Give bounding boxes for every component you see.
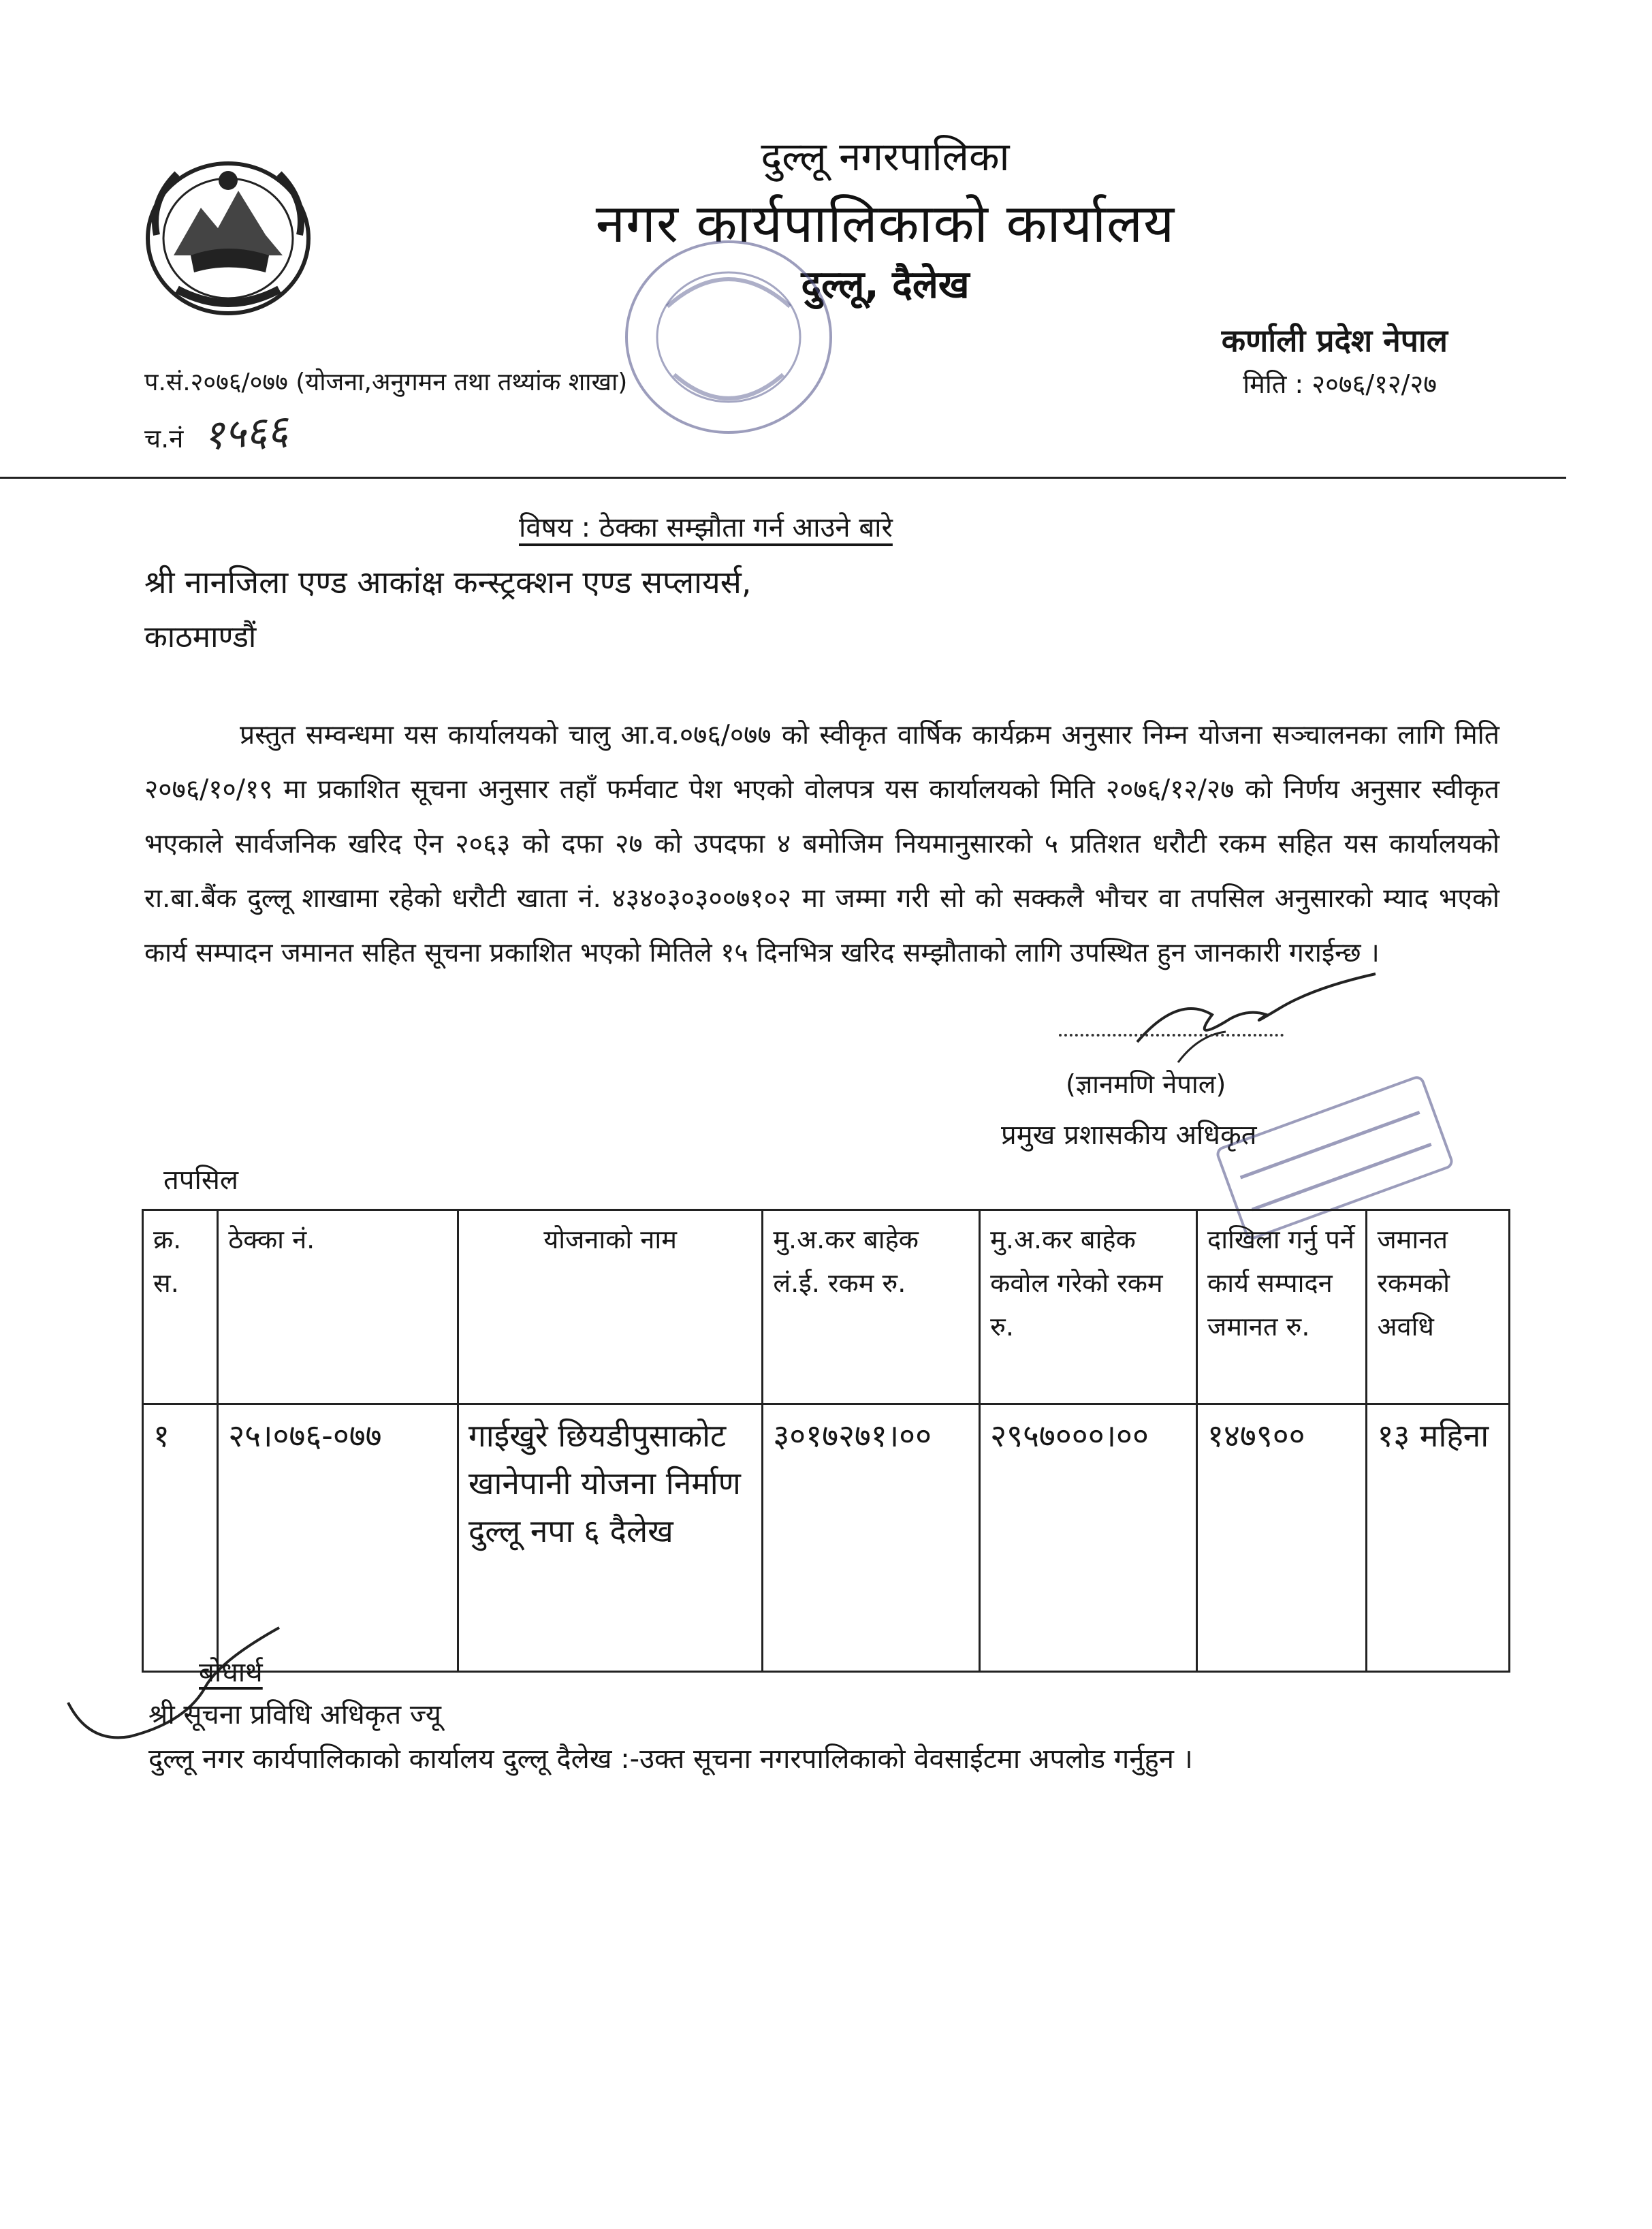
office-name: नगर कार्यपालिकाको कार्यालय bbox=[595, 193, 1175, 255]
signatory-title: प्रमुख प्रशासकीय अधिकृत bbox=[1001, 1120, 1257, 1151]
letter-subject: विषय : ठेक्का सम्झौता गर्न आउने बारे bbox=[519, 512, 893, 543]
contract-schedule-table bbox=[142, 1209, 1510, 1673]
col-estimate: मु.अ.कर बाहेक लं.ई. रकम रु. bbox=[763, 1210, 980, 1404]
province-name: कर्णाली प्रदेश नेपाल bbox=[1221, 322, 1448, 359]
header-divider bbox=[0, 477, 1566, 479]
cell-serial: १ bbox=[143, 1404, 218, 1672]
cc-recipient: श्री सूचना प्रविधि अधिकृत ज्यू bbox=[148, 1699, 441, 1730]
reference-number: प.सं.२०७६/०७७ (योजना,अनुगमन तथा तथ्यांक शाखा) bbox=[144, 368, 628, 396]
cc-instruction: दुल्लू नगर कार्यपालिकाको कार्यालय दुल्लू दैलेख :-उक्त सूचना नगरपालिकाको वेवसाईटमा अपलोड गर्नुहुन । bbox=[148, 1743, 1193, 1775]
table-row bbox=[143, 1404, 1510, 1672]
cell-contract-no: २५।०७६-०७७ bbox=[218, 1404, 458, 1672]
col-guarantee-period: जमानत रकमको अवधि bbox=[1367, 1210, 1510, 1404]
office-stamp-icon bbox=[613, 225, 844, 449]
table-header-row bbox=[143, 1210, 1510, 1404]
col-project-name: योजनाको नाम bbox=[458, 1210, 762, 1404]
schedule-label: तपसिल bbox=[163, 1165, 239, 1196]
office-location: दुल्लू, दैलेख bbox=[801, 263, 970, 307]
col-contract-no: ठेक्का नं. bbox=[218, 1210, 458, 1404]
letter-body: प्रस्तुत सम्वन्धमा यस कार्यालयको चालु आ.व.०७६/०७७ को स्वीकृत वार्षिक कार्यक्रम अनुसार निम्न योजना सञ्चालनका लागि मिति २०७६/१०/१९ मा प्रकाशित सूचना अनुसार तहाँ फर्मवाट पेश भएको वोलपत्र यस कार्यालयको मिति २०७६/१२/२७ को निर्णय अनुसार स्वीकृत भएकाले सार्वजनिक खरिद ऐन २०६३ को दफा २७ को उपदफा ४ बमोजिम नियमानुसारको ५ प्रतिशत धरौटी रकम सहित यस कार्यालयको रा.बा.बैंक दुल्लू शाखामा रहेको धरौटी खाता नं. ४३४०३०३००७१०२ मा जम्मा गरी सो को सक्कलै भौचर वा तपसिल अनुसारको म्याद भएको कार्य सम्पादन जमानत सहित सूचना प्रकाशित भएको मितिले १५ दिनभित्र खरिद सम्झौताको लागि उपस्थित हुन जानकारी गराईन्छ । bbox=[144, 720, 1499, 968]
dispatch-label: च.नं bbox=[144, 424, 184, 454]
dispatch-number: १५६६ bbox=[201, 406, 290, 460]
cell-guarantee: १४७९०० bbox=[1197, 1404, 1367, 1672]
addressee: श्री नानजिला एण्ड आकांक्ष कन्स्ट्रक्शन एण्ड सप्लायर्स, bbox=[144, 564, 752, 601]
cc-label: बोधार्थ bbox=[199, 1657, 263, 1688]
col-guarantee: दाखिला गर्नु पर्ने कार्य सम्पादन जमानत रु. bbox=[1197, 1210, 1367, 1404]
signature-line bbox=[1059, 1034, 1284, 1037]
signatory-name: (ज्ञानमणि नेपाल) bbox=[1066, 1069, 1226, 1099]
letter-date: मिति : २०७६/१२/२७ bbox=[1243, 369, 1437, 399]
cell-project-name: गाईखुरे छियडीपुसाकोट खानेपानी योजना निर्माण दुल्लू नपा ६ दैलेख bbox=[458, 1404, 762, 1672]
cell-estimate: ३०१७२७१।०० bbox=[763, 1404, 980, 1672]
nepal-government-emblem-icon bbox=[136, 153, 320, 323]
cell-bid-amount: २९५७०००।०० bbox=[980, 1404, 1197, 1672]
municipality-name: दुल्लू नगरपालिका bbox=[761, 133, 1010, 180]
col-serial: क्र. स. bbox=[143, 1210, 218, 1404]
cell-guarantee-period: १३ महिना bbox=[1367, 1404, 1510, 1672]
col-bid-amount: मु.अ.कर बाहेक कवोल गरेको रकम रु. bbox=[980, 1210, 1197, 1404]
addressee-city: काठमाण्डौं bbox=[144, 620, 257, 654]
